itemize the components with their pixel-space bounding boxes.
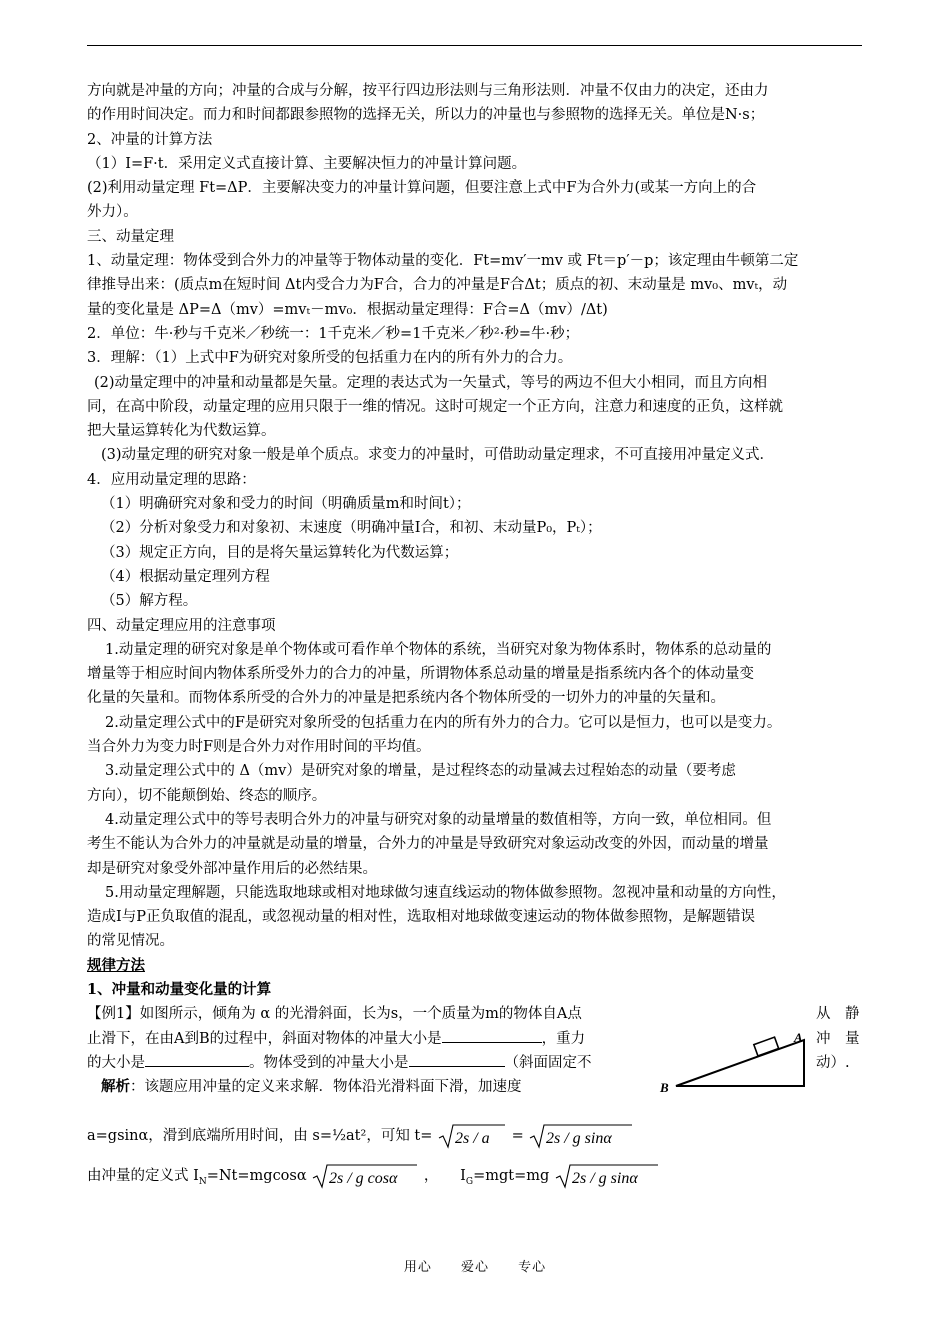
example-text-part: ，重力 bbox=[541, 1030, 586, 1047]
text-line: 却是研究对象受外部冲量作用后的必然结果。 bbox=[87, 860, 377, 877]
example-right-column bbox=[816, 1002, 862, 1075]
example-line bbox=[87, 1027, 653, 1051]
text-line: 2、冲量的计算方法 bbox=[87, 131, 213, 148]
footer-text: 用心 bbox=[403, 1260, 432, 1275]
text-line: 同，在高中阶段，动量定理的应用只限于一维的情况。这时可规定一个正方向，注意力和速度的正负，这样就 bbox=[87, 398, 783, 415]
sqrt-2s-over-a bbox=[437, 1122, 507, 1150]
formula-text: = bbox=[511, 1128, 524, 1145]
text-line: 考生不能认为合外力的冲量就是动量的增量，合外力的冲量是导致研究对象运动改变的外因，而动量的增量 bbox=[87, 836, 769, 853]
example-text-part: （斜面固定不 bbox=[504, 1054, 592, 1071]
formula-text: ， I bbox=[423, 1168, 466, 1185]
analysis-line bbox=[87, 1075, 653, 1099]
text-line: （2）分析对象受力和对象初、末速度（明确冲量I合，和初、末动量P₀，Pₜ）； bbox=[101, 520, 602, 537]
example-text-part: 的大小是 bbox=[87, 1054, 145, 1071]
text-line: 3．理解：（1）上式中F为研究对象所受的包括重力在内的所有外力的合力。 bbox=[87, 350, 573, 367]
formula-content bbox=[87, 1122, 634, 1150]
text-line: 把大量运算转化为代数运算。 bbox=[87, 423, 276, 440]
incline-triangle bbox=[676, 1040, 804, 1086]
text-line: 量的变化量是 ΔP=Δ（mv）=mvₜ－mv₀．根据动量定理得：F合=Δ（mv）/Δt) bbox=[87, 301, 608, 318]
text-line: 造成I与P正负取值的混乱，或忽视动量的相对性，选取相对地球做变速运动的物体做参照物，是解题错误 bbox=[87, 909, 755, 926]
text-line: 的常见情况。 bbox=[87, 933, 174, 950]
text-line: 方向就是冲量的方向；冲量的合成与分解，按平行四边形法则与三角形法则．冲量不仅由力的决定，还由力 bbox=[87, 83, 769, 99]
footer-text: 专心 bbox=[518, 1260, 547, 1275]
analysis-text: ：该题应用冲量的定义来求解．物体沿光滑料面下滑，加速度 bbox=[130, 1079, 522, 1096]
radicand: 2s / g cosα bbox=[329, 1170, 398, 1188]
text-line: 律推导出来：(质点m在短时间 Δt内受合力为F合，合力的冲量是F合Δt；质点的初、末动量是 mv₀、mvₜ，动 bbox=[87, 277, 788, 294]
text-line: 1、动量定理：物体受到合外力的冲量等于物体动量的变化．Ft=mv′一mv 或 Ft＝p′－p；该定理由牛顿第二定 bbox=[87, 253, 799, 270]
example-text-part: 止滑下，在由A到B的过程中，斜面对物体的冲量大小是 bbox=[87, 1030, 442, 1047]
incline-diagram bbox=[654, 1002, 814, 1102]
block-on-incline bbox=[754, 1037, 779, 1056]
sqrt-2s-over-gcos bbox=[311, 1162, 419, 1190]
answer-blank bbox=[442, 1028, 542, 1043]
example-line bbox=[87, 1051, 653, 1075]
formula-text: =Nt=mgcosα bbox=[206, 1168, 307, 1185]
footer-text: 爱心 bbox=[460, 1260, 489, 1275]
text-line: (2)动量定理中的冲量和动量都是矢量。定理的表达式为一矢量式，等号的两边不但大小相同，而且方向相 bbox=[94, 374, 768, 391]
radicand: 2s / g sinα bbox=[546, 1130, 613, 1148]
example-right-text: 从 静 bbox=[816, 1006, 860, 1023]
text-line: 当合外力为变力时F则是合外力对作用时间的平均值。 bbox=[87, 739, 431, 756]
text-line: 1.动量定理的研究对象是单个物体或可看作单个物体的系统，当研究对象为物体系时，物体系的总动量的 bbox=[105, 641, 772, 658]
text-line: 化量的矢量和。而物体系所受的合外力的冲量是把系统内各个物体所受的一切外力的冲量的矢量和。 bbox=[87, 690, 725, 707]
section-title: 规律方法 bbox=[87, 956, 145, 974]
text-line: 3.动量定理公式中的 Δ（mv）是研究对象的增量，是过程终态的动量减去过程始态的动量（要考虑 bbox=[105, 763, 736, 780]
formula-line-impulse bbox=[87, 1154, 862, 1194]
text-line: 5.用动量定理解题，只能选取地球或相对地球做匀速直线运动的物体做参照物。忽视冲量和动量的方向性， bbox=[105, 884, 786, 901]
radicand: 2s / a bbox=[455, 1130, 490, 1148]
text-line: 4．应用动量定理的思路： bbox=[87, 471, 256, 488]
text-line: （4）根据动量定理列方程 bbox=[101, 568, 270, 585]
text-line: 方向），切不能颠倒始、终态的顺序。 bbox=[87, 787, 327, 804]
formula-sub: N bbox=[198, 1177, 207, 1188]
text-line: 4.动量定理公式中的等号表明合外力的冲量与研究对象的动量增量的数值相等，方向一致，单位相同。但 bbox=[105, 811, 772, 828]
text-line: (3)动量定理的研究对象一般是单个质点。求变力的冲量时，可借助动量定理求，不可直接用冲量定义式． bbox=[101, 447, 775, 464]
formula-content bbox=[87, 1162, 660, 1190]
answer-blank bbox=[409, 1052, 505, 1067]
section-heading: 四、动量定理应用的注意事项 bbox=[87, 617, 276, 634]
answer-blank bbox=[145, 1052, 249, 1067]
text-line: 2．单位：牛·秒与千克米／秒统一：1千克米／秒=1千克米／秒²·秒=牛·秒； bbox=[87, 325, 580, 342]
formula-line-time bbox=[87, 1114, 862, 1154]
text-line: 外力）。 bbox=[87, 204, 138, 221]
sqrt-2s-over-gsin bbox=[528, 1122, 634, 1150]
formula-text: a=gsinα，滑到底端所用时间，由 s=½at²，可知 t= bbox=[87, 1128, 433, 1145]
page-footer bbox=[0, 1256, 950, 1275]
text-line: （1）明确研究对象和受力的时间（明确质量m和时间t）； bbox=[101, 496, 471, 513]
example-right-text: 动）. bbox=[816, 1054, 850, 1071]
text-line: （5）解方程。 bbox=[101, 593, 198, 610]
text-line: （3）规定正方向，目的是将矢量运算转化为代数运算； bbox=[101, 544, 459, 561]
example-text-part: 。物体受到的冲量大小是 bbox=[249, 1054, 409, 1071]
subsection-title: 1、冲量和动量变化量的计算 bbox=[87, 980, 272, 998]
analysis-label: 解析 bbox=[101, 1078, 130, 1096]
text-line: 的作用时间决定。而力和时间都跟参照物的选择无关，所以力的冲量也与参照物的选择无关。单位是N·s； bbox=[87, 107, 765, 124]
sqrt-2s-over-gsin-2 bbox=[554, 1162, 660, 1190]
section-heading: 三、动量定理 bbox=[87, 228, 174, 245]
text-line: 2.动量定理公式中的F是研究对象所受的包括重力在内的所有外力的合力。它可以是恒力，也可以是变力。 bbox=[105, 714, 782, 731]
document-body bbox=[87, 79, 862, 1194]
text-line: (2)利用动量定理 Ft=ΔP．主要解决变力的冲量计算问题，但要注意上式中F为合外力(或某一方向上的合 bbox=[87, 180, 757, 197]
formula-text: =mgt=mg bbox=[473, 1168, 550, 1185]
formula-text: 由冲量的定义式 I bbox=[87, 1168, 199, 1185]
example-block bbox=[87, 1002, 862, 1114]
text-line: 增量等于相应时间内物体系所受外力的合力的冲量，所谓物体系总动量的增量是指系统内各个的体动量变 bbox=[87, 666, 754, 683]
example-text bbox=[87, 1002, 653, 1099]
header-rule bbox=[87, 45, 862, 46]
label-b: B bbox=[660, 1080, 669, 1096]
example-right-text: 冲 量 bbox=[816, 1030, 860, 1047]
formula-sub: G bbox=[465, 1177, 474, 1188]
text-line: （1）I=F·t．采用定义式直接计算、主要解决恒力的冲量计算问题。 bbox=[87, 155, 527, 172]
example-line: 【例1】如图所示，倾角为 α 的光滑斜面，长为s，一个质量为m的物体自A点 bbox=[87, 1006, 582, 1023]
label-a: A bbox=[794, 1030, 803, 1046]
radicand: 2s / g sinα bbox=[571, 1170, 638, 1188]
